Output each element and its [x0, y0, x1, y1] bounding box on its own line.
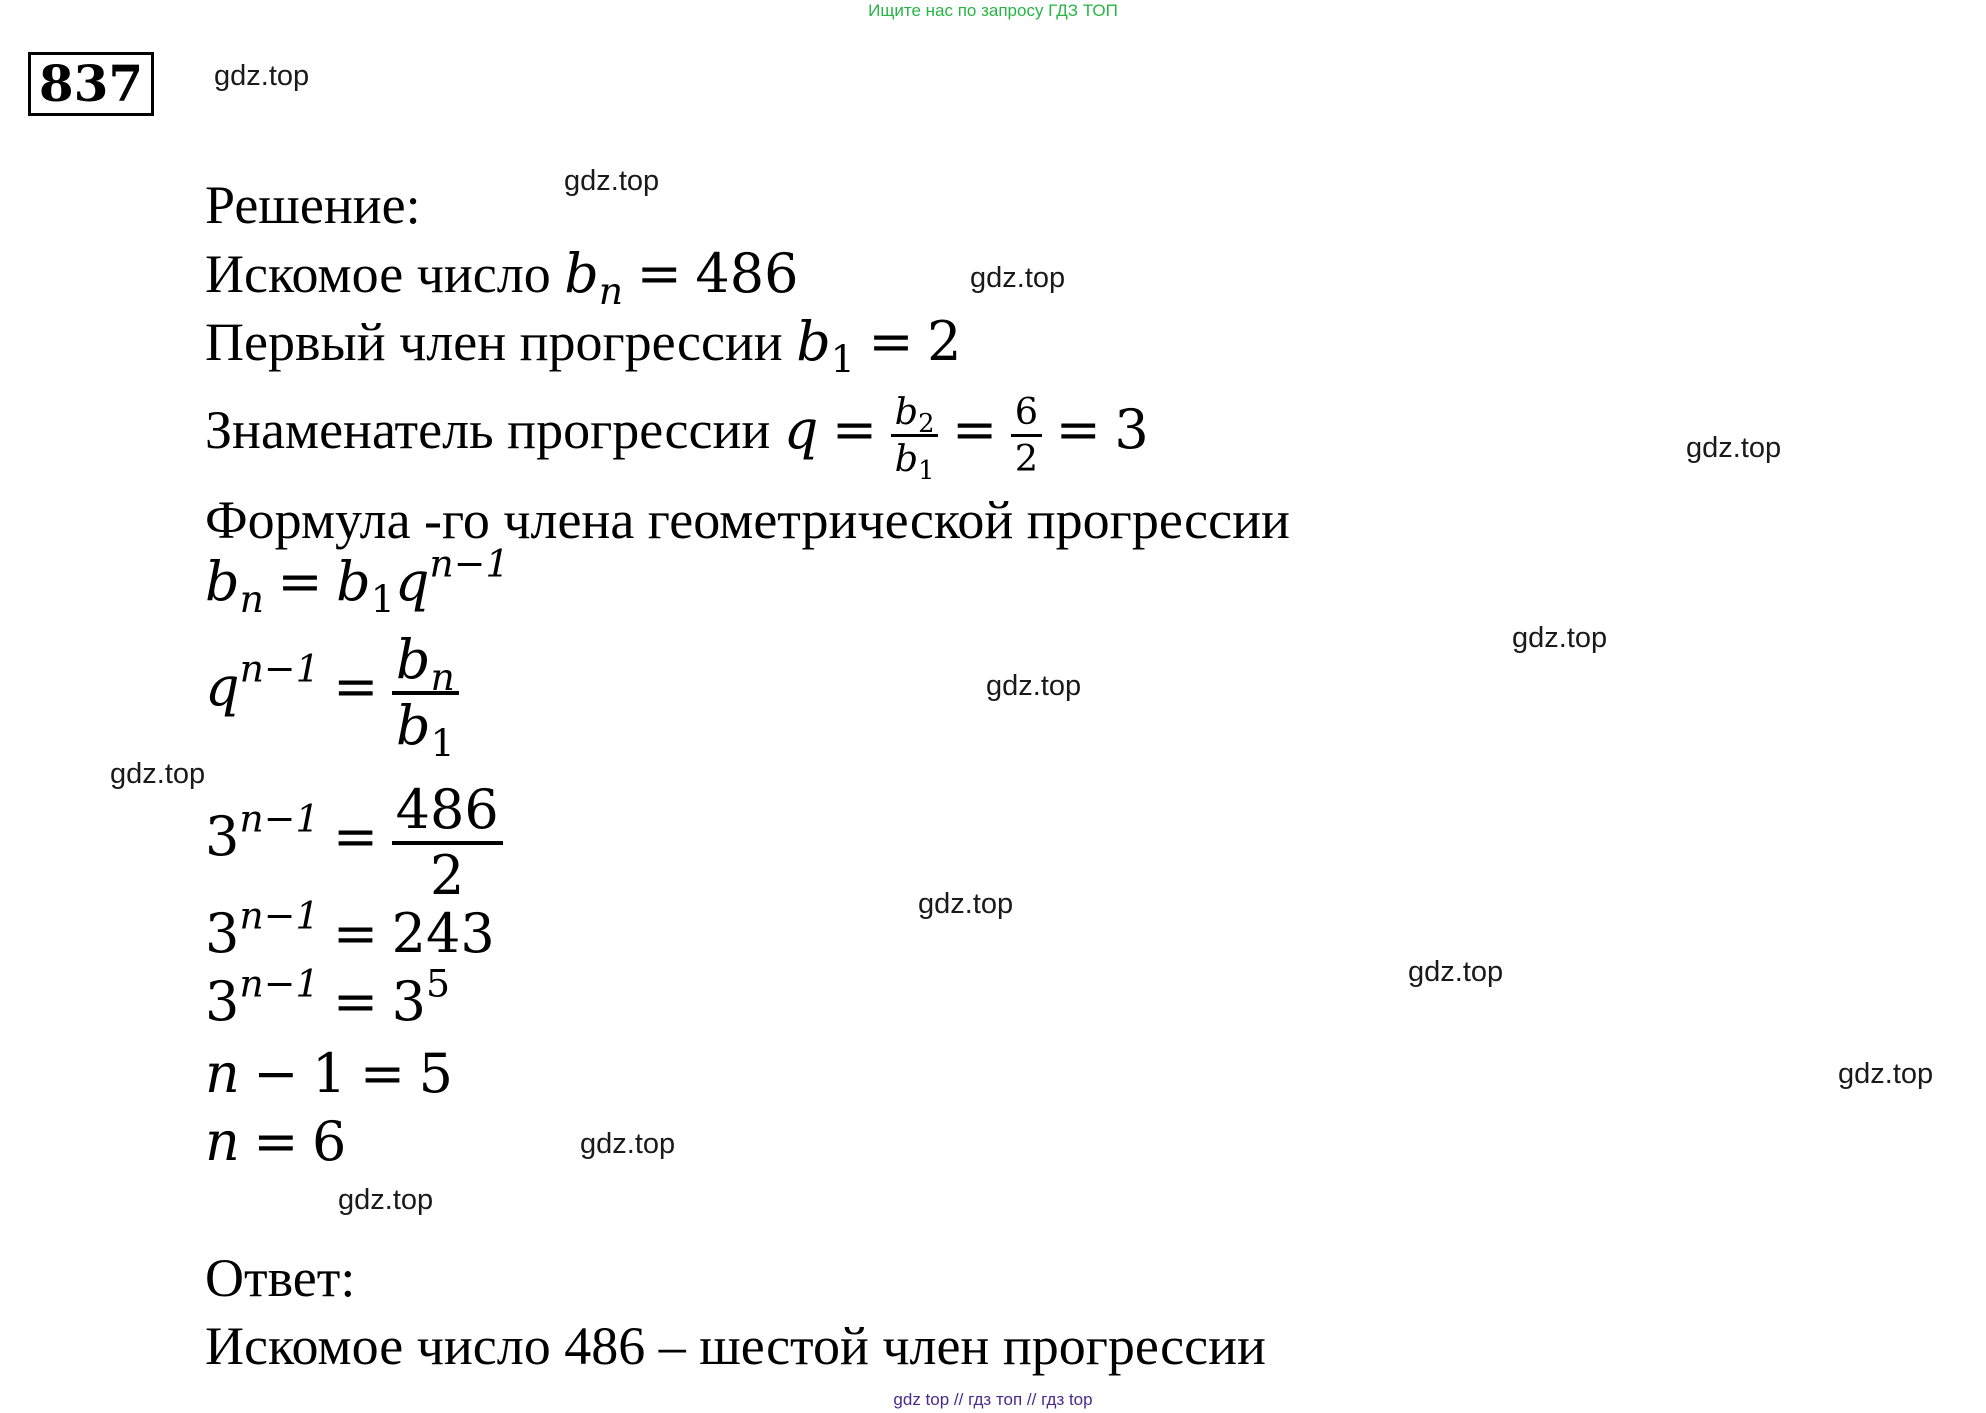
watermark: gdz.top	[564, 165, 660, 197]
answer-text: Искомое число 486 – шестой член прогрессии	[205, 1316, 1266, 1376]
watermark: gdz.top	[214, 60, 310, 92]
fraction-bn-b1: $\frac{b_n}{b_1}$	[392, 629, 459, 757]
top-banner: Ищите нас по запросу ГДЗ ТОП	[868, 1, 1118, 20]
solution-line-1: Искомое число $b_n = 486$	[205, 242, 799, 314]
fraction-486-2: $\frac{486}{2}$	[392, 779, 503, 907]
watermark: gdz.top	[1838, 1058, 1934, 1090]
watermark: gdz.top	[1686, 432, 1782, 464]
fraction-6-2: $\frac{6}{2}$	[1011, 390, 1042, 481]
solution-line-3: Знаменатель прогрессии q = $\frac{b_2}{b_1}$ = $\frac{6}{2}$ = 3	[205, 390, 1149, 487]
formula-3-power-5: $3^{n-1} = 3^5$	[205, 961, 451, 1033]
watermark: gdz.top	[918, 888, 1014, 920]
line2-value: 2	[927, 310, 962, 373]
formula-bn: $b_n = b_1q^{n-1}$	[205, 541, 510, 622]
fraction-b2-b1: $\frac{b_2}{b_1}$	[891, 390, 939, 481]
line2-text: Первый член прогрессии	[205, 312, 783, 372]
line1-value: 486	[695, 242, 799, 305]
watermark: gdz.top	[986, 670, 1082, 702]
formula-n-minus-1: n − 1 = 5	[205, 1042, 453, 1105]
watermark: gdz.top	[1512, 622, 1608, 654]
formula-486-over-2: $3^{n-1}$ = $\frac{486}{2}$	[205, 772, 503, 907]
watermark: gdz.top	[338, 1184, 434, 1216]
line3-text: Знаменатель прогрессии	[205, 400, 771, 460]
formula-243: $3^{n-1} = 243$	[205, 893, 495, 965]
line1-text: Искомое число	[205, 244, 551, 304]
watermark: gdz.top	[580, 1128, 676, 1160]
formula-n: n = 6	[205, 1110, 347, 1173]
problem-number: 837	[28, 52, 154, 116]
solution-line-4: Формула -го члена геометрической прогрессии	[205, 490, 1290, 550]
solution-line-2: Первый член прогрессии $b_1 = 2$	[205, 310, 962, 382]
answer-heading: Ответ:	[205, 1248, 356, 1308]
formula-q-power: $q^{n-1}$ = $\frac{b_n}{b_1}$	[205, 622, 459, 757]
watermark: gdz.top	[970, 262, 1066, 294]
line3-value: 3	[1114, 398, 1149, 461]
watermark: gdz.top	[110, 758, 206, 790]
watermark: gdz.top	[1408, 956, 1504, 988]
bottom-banner: gdz top // гдз топ // гдз top	[893, 1390, 1093, 1409]
solution-heading: Решение:	[205, 175, 421, 235]
